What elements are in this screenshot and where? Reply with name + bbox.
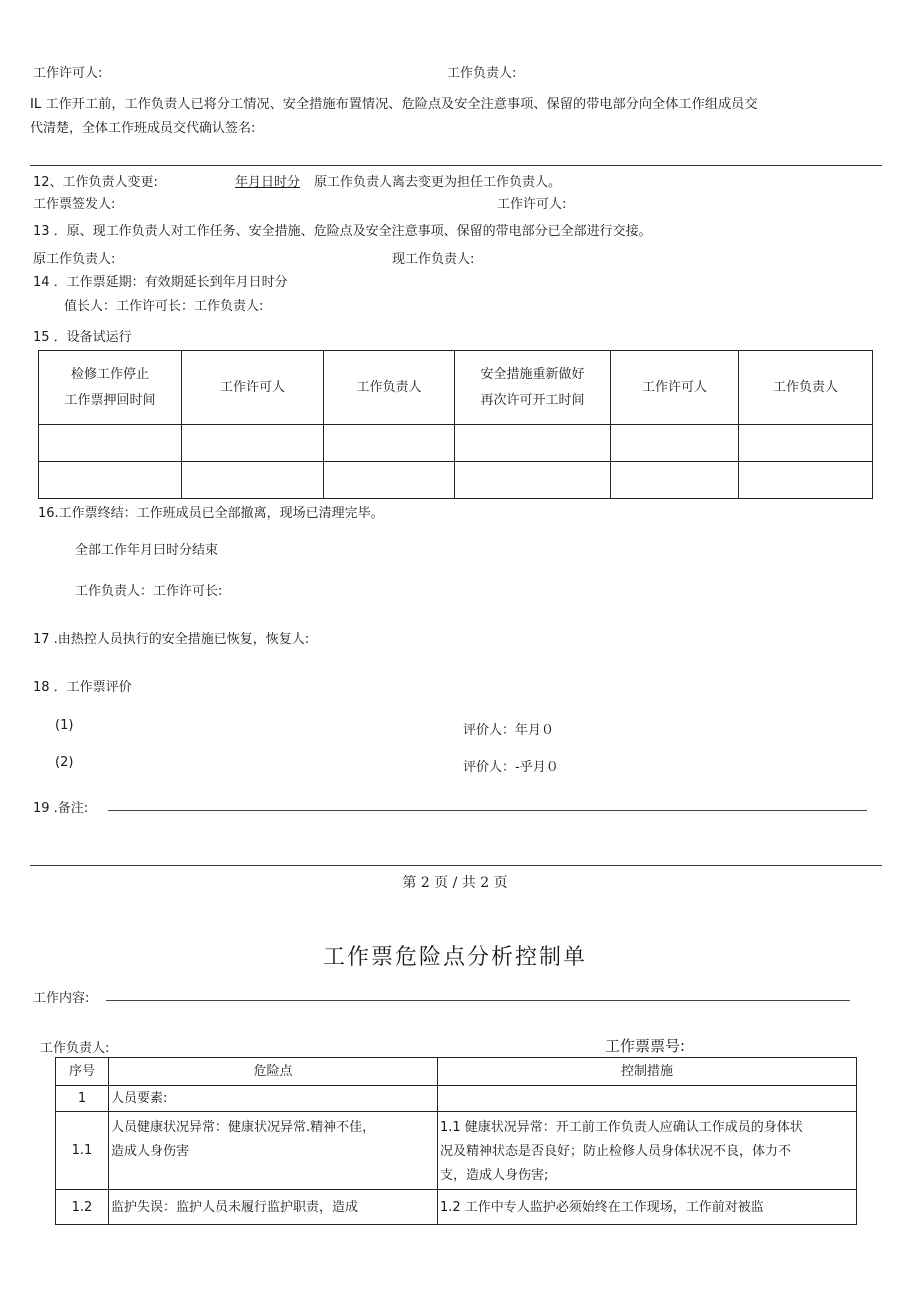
eval-row-1-evaluator: 评价人：年月０ [463,723,555,738]
header-line: 再次许可开工时间 [480,392,585,408]
work-content-line[interactable] [106,1000,850,1001]
item16-end-time: 全部工作年月曰时分结束 [75,543,219,558]
item17-text: 17 .由热控人员执行的安全措施已恢复，恢复人: [33,632,310,647]
header-control: 控制措施 [438,1058,857,1086]
item12-time: 年月日时分 [235,175,301,190]
table-row [56,1112,857,1190]
item13-curr-label: 现工作负责人: [392,252,475,267]
header-restart-time [455,351,611,425]
header-seq: 序号 [56,1058,109,1086]
hazard-responsible-label: 工作负责人: [40,1041,110,1056]
item16-text: 16.工作票终结：工作班成员已全部撤离，现场已清理完毕。 [38,506,384,521]
eval-row-2-evaluator: 评价人：-乎月０ [463,760,559,775]
item14-signers: 值长人：工作许可长：工作负责人: [64,299,264,314]
header-permit-2: 工作许可人 [611,351,739,425]
item12-rest: 原工作负责人离去变更为担任工作负责人。 [314,175,562,190]
item18-label: 18 ．工作票评价 [33,680,132,695]
table-cell[interactable] [39,462,182,499]
header-line: 检修工作停止 [70,366,149,382]
header-permit-1: 工作许可人 [182,351,324,425]
eval-row-1-num: (1) [55,718,74,733]
item19-label: 19 .备注: [33,801,89,816]
item14-text: 14 ．工作票延期：有效期延长到年月日时分 [33,275,288,290]
item13-text: 13 ．原、现工作负责人对工作任务、安全措施、危险点及安全注意事项、保留的带电部分已全部进行交接。 [33,224,652,239]
row-seq: 1.2 [56,1190,109,1225]
hazard-line: 人员健康状况异常：健康状况异常.精神不佳， [111,1120,376,1135]
item12-label: 12、工作负责人变更: [33,175,158,190]
row-control [438,1112,857,1190]
table-row [56,1190,857,1225]
hazard-line: 人员要素: [111,1091,168,1106]
header-responsible-2: 工作负责人 [739,351,873,425]
control-line: 1.2 工作中专人监护必须始终在工作现场，工作前对被监 [440,1200,764,1215]
table-cell[interactable] [611,425,739,462]
row-hazard [109,1086,438,1112]
trial-run-table [38,350,873,499]
permit-person-label: 工作许可人: [33,66,103,81]
item12-issuer-label: 工作票签发人: [33,197,116,212]
item13-orig-label: 原工作负责人: [33,252,116,267]
control-line: 支，造成人身伤害; [440,1168,549,1183]
item11-line2: 代清楚，全体工作班成员交代确认签名: [30,121,256,136]
hazard-table [55,1057,857,1225]
page-footer: 第 2 页 / 共 2 页 [402,875,508,891]
row-seq: 1.1 [56,1112,109,1190]
table-row [39,425,873,462]
table-cell[interactable] [39,425,182,462]
work-content-label: 工作内容: [33,991,90,1006]
trial-run-header-row [39,351,873,425]
hazard-header-row [56,1058,857,1086]
table-cell[interactable] [455,462,611,499]
table-cell[interactable] [182,425,324,462]
table-cell[interactable] [739,425,873,462]
table-cell[interactable] [182,462,324,499]
page-divider [30,865,882,866]
table-row [56,1086,857,1112]
item11-line1: IL 工作开工前，工作负责人已将分工情况、安全措施布置情况、危险点及安全注意事项、保留的带电部分向全体工作组成员交 [30,97,758,112]
row-hazard [109,1190,438,1225]
control-line: 1.1 健康状况异常：开工前工作负责人应确认工作成员的身体状 [440,1120,803,1135]
ticket-no-label: 工作票票号: [605,1037,686,1055]
hazard-line: 造成人身伤害 [111,1144,190,1159]
header-hazard: 危险点 [109,1058,438,1086]
hazard-line: 监护失误：监护人员未履行监护职责，造成 [111,1200,359,1215]
row-control [438,1086,857,1112]
header-stop-time [39,351,182,425]
table-row [39,462,873,499]
item12-permit-label: 工作许可人: [497,197,567,212]
table-cell[interactable] [611,462,739,499]
hazard-title: 工作票危险点分析控制单 [322,945,587,970]
row-control [438,1190,857,1225]
header-responsible-1: 工作负责人 [324,351,455,425]
row-seq: 1 [56,1086,109,1112]
remarks-line[interactable] [108,810,867,811]
item16-signers: 工作负责人：工作许可长: [75,584,223,599]
table-cell[interactable] [324,425,455,462]
control-line: 况及精神状态是否良好；防止检修人员身体状况不良，体力不 [440,1144,792,1159]
table-cell[interactable] [324,462,455,499]
header-line: 安全措施重新做好 [480,366,585,382]
eval-row-2-num: (2) [55,755,74,770]
table-cell[interactable] [455,425,611,462]
row-hazard [109,1112,438,1190]
divider [30,165,882,166]
header-line: 工作票押回时间 [64,392,156,408]
responsible-label: 工作负责人: [447,66,517,81]
table-cell[interactable] [739,462,873,499]
item15-label: 15 ．设备试运行 [33,330,132,345]
